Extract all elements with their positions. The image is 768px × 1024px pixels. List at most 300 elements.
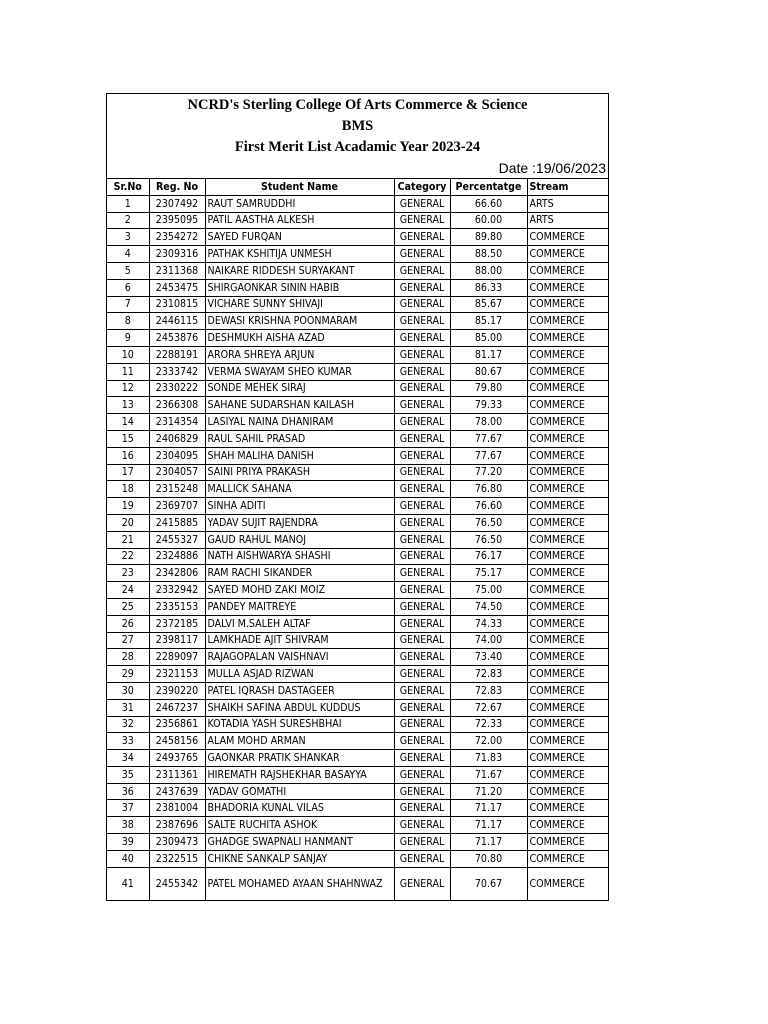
table-row — [107, 430, 609, 447]
category-cell: GENERAL — [394, 867, 450, 900]
percentage-cell: 86.33 — [450, 279, 527, 296]
table-row — [107, 464, 609, 481]
list-date: Date :19/06/2023 — [498, 160, 606, 176]
student-name-cell: LASIYAL NAINA DHANIRAM — [205, 414, 394, 431]
reg-no-cell: 2453876 — [149, 330, 205, 347]
table-row — [107, 733, 609, 750]
sr-no-cell: 8 — [107, 313, 149, 330]
table-row — [107, 313, 609, 330]
sr-no-cell: 18 — [107, 481, 149, 498]
sr-no-cell: 17 — [107, 464, 149, 481]
category-cell: GENERAL — [394, 229, 450, 246]
student-name-cell: NATH AISHWARYA SHASHI — [205, 548, 394, 565]
student-name-cell: RAM RACHI SIKANDER — [205, 565, 394, 582]
col-header-regno: Reg. No — [149, 179, 205, 196]
percentage-cell: 76.17 — [450, 548, 527, 565]
sr-no-cell: 37 — [107, 800, 149, 817]
percentage-cell: 71.17 — [450, 834, 527, 851]
student-name-cell: PATHAK KSHITIJA UNMESH — [205, 246, 394, 263]
category-cell: GENERAL — [394, 498, 450, 515]
category-cell: GENERAL — [394, 817, 450, 834]
table-row — [107, 598, 609, 615]
category-cell: GENERAL — [394, 733, 450, 750]
stream-cell: COMMERCE — [527, 313, 609, 330]
stream-cell: COMMERCE — [527, 430, 609, 447]
reg-no-cell: 2446115 — [149, 313, 205, 330]
sr-no-cell: 23 — [107, 565, 149, 582]
category-cell: GENERAL — [394, 682, 450, 699]
category-cell: GENERAL — [394, 313, 450, 330]
table-row — [107, 481, 609, 498]
table-row — [107, 699, 609, 716]
percentage-cell: 79.80 — [450, 380, 527, 397]
percentage-cell: 73.40 — [450, 649, 527, 666]
category-cell: GENERAL — [394, 330, 450, 347]
sr-no-cell: 33 — [107, 733, 149, 750]
sr-no-cell: 36 — [107, 783, 149, 800]
stream-cell: COMMERCE — [527, 464, 609, 481]
reg-no-cell: 2304095 — [149, 447, 205, 464]
sr-no-cell: 35 — [107, 766, 149, 783]
percentage-cell: 66.60 — [450, 195, 527, 212]
table-row — [107, 397, 609, 414]
category-cell: GENERAL — [394, 750, 450, 767]
student-name-cell: KOTADIA YASH SURESHBHAI — [205, 716, 394, 733]
col-header-percentage: Percentatge — [450, 179, 527, 196]
stream-cell: COMMERCE — [527, 229, 609, 246]
category-cell: GENERAL — [394, 296, 450, 313]
percentage-cell: 76.60 — [450, 498, 527, 515]
table-row — [107, 531, 609, 548]
percentage-cell: 76.50 — [450, 531, 527, 548]
student-name-cell: DEWASI KRISHNA POONMARAM — [205, 313, 394, 330]
category-cell: GENERAL — [394, 212, 450, 229]
student-name-cell: CHIKNE SANKALP SANJAY — [205, 850, 394, 867]
percentage-cell: 74.50 — [450, 598, 527, 615]
category-cell: GENERAL — [394, 380, 450, 397]
category-cell: GENERAL — [394, 414, 450, 431]
table-row — [107, 834, 609, 851]
stream-cell: COMMERCE — [527, 447, 609, 464]
reg-no-cell: 2307492 — [149, 195, 205, 212]
stream-cell: COMMERCE — [527, 817, 609, 834]
sr-no-cell: 20 — [107, 514, 149, 531]
sr-no-cell: 31 — [107, 699, 149, 716]
student-name-cell: SAHANE SUDARSHAN KAILASH — [205, 397, 394, 414]
student-name-cell: PATEL IQRASH DASTAGEER — [205, 682, 394, 699]
student-name-cell: SINHA ADITI — [205, 498, 394, 515]
stream-cell: ARTS — [527, 212, 609, 229]
student-name-cell: MALLICK SAHANA — [205, 481, 394, 498]
table-row — [107, 666, 609, 683]
sr-no-cell: 3 — [107, 229, 149, 246]
percentage-cell: 72.83 — [450, 666, 527, 683]
course-name: BMS — [341, 118, 374, 134]
category-cell: GENERAL — [394, 649, 450, 666]
table-row — [107, 380, 609, 397]
table-row — [107, 212, 609, 229]
sr-no-cell: 38 — [107, 817, 149, 834]
stream-cell: COMMERCE — [527, 363, 609, 380]
student-name-cell: SAYED MOHD ZAKI MOIZ — [205, 582, 394, 599]
percentage-cell: 70.67 — [450, 867, 527, 900]
category-cell: GENERAL — [394, 565, 450, 582]
category-cell: GENERAL — [394, 430, 450, 447]
percentage-cell: 78.00 — [450, 414, 527, 431]
sr-no-cell: 4 — [107, 246, 149, 263]
sr-no-cell: 22 — [107, 548, 149, 565]
stream-cell: COMMERCE — [527, 397, 609, 414]
category-cell: GENERAL — [394, 363, 450, 380]
stream-cell: COMMERCE — [527, 598, 609, 615]
percentage-cell: 76.50 — [450, 514, 527, 531]
percentage-cell: 89.80 — [450, 229, 527, 246]
percentage-cell: 88.00 — [450, 262, 527, 279]
table-row — [107, 498, 609, 515]
stream-cell: COMMERCE — [527, 632, 609, 649]
col-header-student-name: Student Name — [205, 179, 394, 196]
student-name-cell: PATIL AASTHA ALKESH — [205, 212, 394, 229]
sr-no-cell: 5 — [107, 262, 149, 279]
merit-table — [107, 178, 609, 900]
percentage-cell: 77.20 — [450, 464, 527, 481]
stream-cell: COMMERCE — [527, 867, 609, 900]
sr-no-cell: 6 — [107, 279, 149, 296]
stream-cell: COMMERCE — [527, 498, 609, 515]
table-row — [107, 800, 609, 817]
reg-no-cell: 2493765 — [149, 750, 205, 767]
category-cell: GENERAL — [394, 262, 450, 279]
percentage-cell: 77.67 — [450, 430, 527, 447]
percentage-cell: 71.17 — [450, 800, 527, 817]
percentage-cell: 76.80 — [450, 481, 527, 498]
percentage-cell: 85.67 — [450, 296, 527, 313]
student-name-cell: SALTE RUCHITA ASHOK — [205, 817, 394, 834]
stream-cell: COMMERCE — [527, 246, 609, 263]
student-name-cell: SAINI PRIYA PRAKASH — [205, 464, 394, 481]
sr-no-cell: 29 — [107, 666, 149, 683]
table-row — [107, 262, 609, 279]
percentage-cell: 70.80 — [450, 850, 527, 867]
sr-no-cell: 26 — [107, 615, 149, 632]
student-name-cell: SHAIKH SAFINA ABDUL KUDDUS — [205, 699, 394, 716]
reg-no-cell: 2406829 — [149, 430, 205, 447]
student-name-cell: LAMKHADE AJIT SHIVRAM — [205, 632, 394, 649]
col-header-stream: Stream — [527, 179, 609, 196]
reg-no-cell: 2395095 — [149, 212, 205, 229]
category-cell: GENERAL — [394, 766, 450, 783]
stream-cell: COMMERCE — [527, 548, 609, 565]
stream-cell: COMMERCE — [527, 834, 609, 851]
reg-no-cell: 2467237 — [149, 699, 205, 716]
stream-cell: COMMERCE — [527, 531, 609, 548]
category-cell: GENERAL — [394, 246, 450, 263]
sr-no-cell: 32 — [107, 716, 149, 733]
reg-no-cell: 2369707 — [149, 498, 205, 515]
category-cell: GENERAL — [394, 783, 450, 800]
stream-cell: COMMERCE — [527, 414, 609, 431]
percentage-cell: 71.67 — [450, 766, 527, 783]
student-name-cell: SAYED FURQAN — [205, 229, 394, 246]
col-header-srno: Sr.No — [107, 179, 149, 196]
stream-cell: COMMERCE — [527, 346, 609, 363]
reg-no-cell: 2333742 — [149, 363, 205, 380]
category-cell: GENERAL — [394, 346, 450, 363]
category-cell: GENERAL — [394, 699, 450, 716]
category-cell: GENERAL — [394, 800, 450, 817]
student-name-cell: GAUD RAHUL MANOJ — [205, 531, 394, 548]
student-name-cell: BHADORIA KUNAL VILAS — [205, 800, 394, 817]
category-cell: GENERAL — [394, 548, 450, 565]
table-row — [107, 750, 609, 767]
reg-no-cell: 2310815 — [149, 296, 205, 313]
stream-cell: COMMERCE — [527, 330, 609, 347]
percentage-cell: 74.33 — [450, 615, 527, 632]
percentage-cell: 88.50 — [450, 246, 527, 263]
category-cell: GENERAL — [394, 447, 450, 464]
category-cell: GENERAL — [394, 481, 450, 498]
reg-no-cell: 2354272 — [149, 229, 205, 246]
reg-no-cell: 2455342 — [149, 867, 205, 900]
sr-no-cell: 14 — [107, 414, 149, 431]
student-name-cell: RAJAGOPALAN VAISHNAVI — [205, 649, 394, 666]
sr-no-cell: 2 — [107, 212, 149, 229]
stream-cell: COMMERCE — [527, 666, 609, 683]
reg-no-cell: 2330222 — [149, 380, 205, 397]
table-row — [107, 514, 609, 531]
table-row — [107, 279, 609, 296]
table-row — [107, 414, 609, 431]
student-name-cell: DESHMUKH AISHA AZAD — [205, 330, 394, 347]
student-name-cell: ALAM MOHD ARMAN — [205, 733, 394, 750]
percentage-cell: 72.33 — [450, 716, 527, 733]
sr-no-cell: 10 — [107, 346, 149, 363]
sr-no-cell: 25 — [107, 598, 149, 615]
stream-cell: COMMERCE — [527, 279, 609, 296]
reg-no-cell: 2314354 — [149, 414, 205, 431]
table-row — [107, 817, 609, 834]
student-name-cell: HIREMATH RAJSHEKHAR BASAYYA — [205, 766, 394, 783]
reg-no-cell: 2311361 — [149, 766, 205, 783]
stream-cell: COMMERCE — [527, 582, 609, 599]
student-name-cell: RAUT SAMRUDDHI — [205, 195, 394, 212]
percentage-cell: 71.20 — [450, 783, 527, 800]
sr-no-cell: 12 — [107, 380, 149, 397]
sr-no-cell: 41 — [107, 867, 149, 900]
category-cell: GENERAL — [394, 834, 450, 851]
reg-no-cell: 2372185 — [149, 615, 205, 632]
student-name-cell: YADAV GOMATHI — [205, 783, 394, 800]
student-name-cell: RAUL SAHIL PRASAD — [205, 430, 394, 447]
sr-no-cell: 30 — [107, 682, 149, 699]
sr-no-cell: 11 — [107, 363, 149, 380]
student-name-cell: VERMA SWAYAM SHEO KUMAR — [205, 363, 394, 380]
stream-cell: COMMERCE — [527, 380, 609, 397]
table-row — [107, 246, 609, 263]
table-row — [107, 582, 609, 599]
reg-no-cell: 2356861 — [149, 716, 205, 733]
sr-no-cell: 21 — [107, 531, 149, 548]
stream-cell: COMMERCE — [527, 716, 609, 733]
stream-cell: COMMERCE — [527, 733, 609, 750]
reg-no-cell: 2324886 — [149, 548, 205, 565]
reg-no-cell: 2309473 — [149, 834, 205, 851]
stream-cell: COMMERCE — [527, 699, 609, 716]
category-cell: GENERAL — [394, 666, 450, 683]
table-row — [107, 682, 609, 699]
reg-no-cell: 2381004 — [149, 800, 205, 817]
student-name-cell: PATEL MOHAMED AYAAN SHAHNWAZ — [205, 867, 394, 900]
merit-list-sheet — [106, 93, 609, 901]
sr-no-cell: 15 — [107, 430, 149, 447]
sr-no-cell: 13 — [107, 397, 149, 414]
stream-cell: COMMERCE — [527, 296, 609, 313]
student-name-cell: SHIRGAONKAR SININ HABIB — [205, 279, 394, 296]
category-cell: GENERAL — [394, 850, 450, 867]
sr-no-cell: 1 — [107, 195, 149, 212]
stream-cell: COMMERCE — [527, 565, 609, 582]
table-row — [107, 615, 609, 632]
sr-no-cell: 19 — [107, 498, 149, 515]
percentage-cell: 77.67 — [450, 447, 527, 464]
table-row — [107, 447, 609, 464]
category-cell: GENERAL — [394, 195, 450, 212]
sr-no-cell: 28 — [107, 649, 149, 666]
percentage-cell: 71.83 — [450, 750, 527, 767]
stream-cell: COMMERCE — [527, 615, 609, 632]
table-row — [107, 867, 609, 900]
percentage-cell: 60.00 — [450, 212, 527, 229]
reg-no-cell: 2458156 — [149, 733, 205, 750]
category-cell: GENERAL — [394, 514, 450, 531]
reg-no-cell: 2387696 — [149, 817, 205, 834]
category-cell: GENERAL — [394, 598, 450, 615]
student-name-cell: YADAV SUJIT RAJENDRA — [205, 514, 394, 531]
percentage-cell: 81.17 — [450, 346, 527, 363]
reg-no-cell: 2415885 — [149, 514, 205, 531]
col-header-category: Category — [394, 179, 450, 196]
student-name-cell: ARORA SHREYA ARJUN — [205, 346, 394, 363]
stream-cell: COMMERCE — [527, 783, 609, 800]
table-row — [107, 565, 609, 582]
reg-no-cell: 2398117 — [149, 632, 205, 649]
table-row — [107, 229, 609, 246]
percentage-cell: 75.17 — [450, 565, 527, 582]
percentage-cell: 85.00 — [450, 330, 527, 347]
table-row — [107, 783, 609, 800]
reg-no-cell: 2332942 — [149, 582, 205, 599]
sr-no-cell: 40 — [107, 850, 149, 867]
stream-cell: COMMERCE — [527, 649, 609, 666]
sr-no-cell: 27 — [107, 632, 149, 649]
category-cell: GENERAL — [394, 615, 450, 632]
reg-no-cell: 2455327 — [149, 531, 205, 548]
stream-cell: COMMERCE — [527, 514, 609, 531]
stream-cell: COMMERCE — [527, 766, 609, 783]
sr-no-cell: 34 — [107, 750, 149, 767]
table-row — [107, 716, 609, 733]
category-cell: GENERAL — [394, 531, 450, 548]
category-cell: GENERAL — [394, 632, 450, 649]
college-name: NCRD's Sterling College Of Arts Commerce & Science — [187, 97, 528, 113]
student-name-cell: PANDEY MAITREYE — [205, 598, 394, 615]
percentage-cell: 85.17 — [450, 313, 527, 330]
table-row — [107, 363, 609, 380]
category-cell: GENERAL — [394, 582, 450, 599]
student-name-cell: SHAH MALIHA DANISH — [205, 447, 394, 464]
reg-no-cell: 2335153 — [149, 598, 205, 615]
percentage-cell: 80.67 — [450, 363, 527, 380]
stream-cell: COMMERCE — [527, 682, 609, 699]
stream-cell: COMMERCE — [527, 750, 609, 767]
student-name-cell: NAIKARE RIDDESH SURYAKANT — [205, 262, 394, 279]
reg-no-cell: 2311368 — [149, 262, 205, 279]
table-row — [107, 548, 609, 565]
reg-no-cell: 2390220 — [149, 682, 205, 699]
reg-no-cell: 2304057 — [149, 464, 205, 481]
category-cell: GENERAL — [394, 716, 450, 733]
table-row — [107, 850, 609, 867]
stream-cell: COMMERCE — [527, 800, 609, 817]
category-cell: GENERAL — [394, 279, 450, 296]
table-row — [107, 296, 609, 313]
sr-no-cell: 9 — [107, 330, 149, 347]
reg-no-cell: 2309316 — [149, 246, 205, 263]
percentage-cell: 72.83 — [450, 682, 527, 699]
table-row — [107, 195, 609, 212]
percentage-cell: 74.00 — [450, 632, 527, 649]
table-row — [107, 766, 609, 783]
percentage-cell: 71.17 — [450, 817, 527, 834]
category-cell: GENERAL — [394, 397, 450, 414]
sr-no-cell: 39 — [107, 834, 149, 851]
merit-list-title: First Merit List Acadamic Year 2023-24 — [234, 139, 481, 155]
stream-cell: ARTS — [527, 195, 609, 212]
student-name-cell: DALVI M.SALEH ALTAF — [205, 615, 394, 632]
table-header-row — [107, 179, 609, 196]
reg-no-cell: 2321153 — [149, 666, 205, 683]
percentage-cell: 72.67 — [450, 699, 527, 716]
stream-cell: COMMERCE — [527, 850, 609, 867]
sr-no-cell: 7 — [107, 296, 149, 313]
table-row — [107, 649, 609, 666]
stream-cell: COMMERCE — [527, 481, 609, 498]
sr-no-cell: 16 — [107, 447, 149, 464]
reg-no-cell: 2322515 — [149, 850, 205, 867]
table-row — [107, 346, 609, 363]
percentage-cell: 79.33 — [450, 397, 527, 414]
reg-no-cell: 2289097 — [149, 649, 205, 666]
reg-no-cell: 2288191 — [149, 346, 205, 363]
stream-cell: COMMERCE — [527, 262, 609, 279]
category-cell: GENERAL — [394, 464, 450, 481]
table-row — [107, 330, 609, 347]
reg-no-cell: 2366308 — [149, 397, 205, 414]
reg-no-cell: 2342806 — [149, 565, 205, 582]
student-name-cell: SONDE MEHEK SIRAJ — [205, 380, 394, 397]
percentage-cell: 75.00 — [450, 582, 527, 599]
percentage-cell: 72.00 — [450, 733, 527, 750]
student-name-cell: GAONKAR PRATIK SHANKAR — [205, 750, 394, 767]
reg-no-cell: 2315248 — [149, 481, 205, 498]
reg-no-cell: 2437639 — [149, 783, 205, 800]
sr-no-cell: 24 — [107, 582, 149, 599]
student-name-cell: VICHARE SUNNY SHIVAJI — [205, 296, 394, 313]
student-name-cell: GHADGE SWAPNALI HANMANT — [205, 834, 394, 851]
reg-no-cell: 2453475 — [149, 279, 205, 296]
table-row — [107, 632, 609, 649]
student-name-cell: MULLA ASJAD RIZWAN — [205, 666, 394, 683]
